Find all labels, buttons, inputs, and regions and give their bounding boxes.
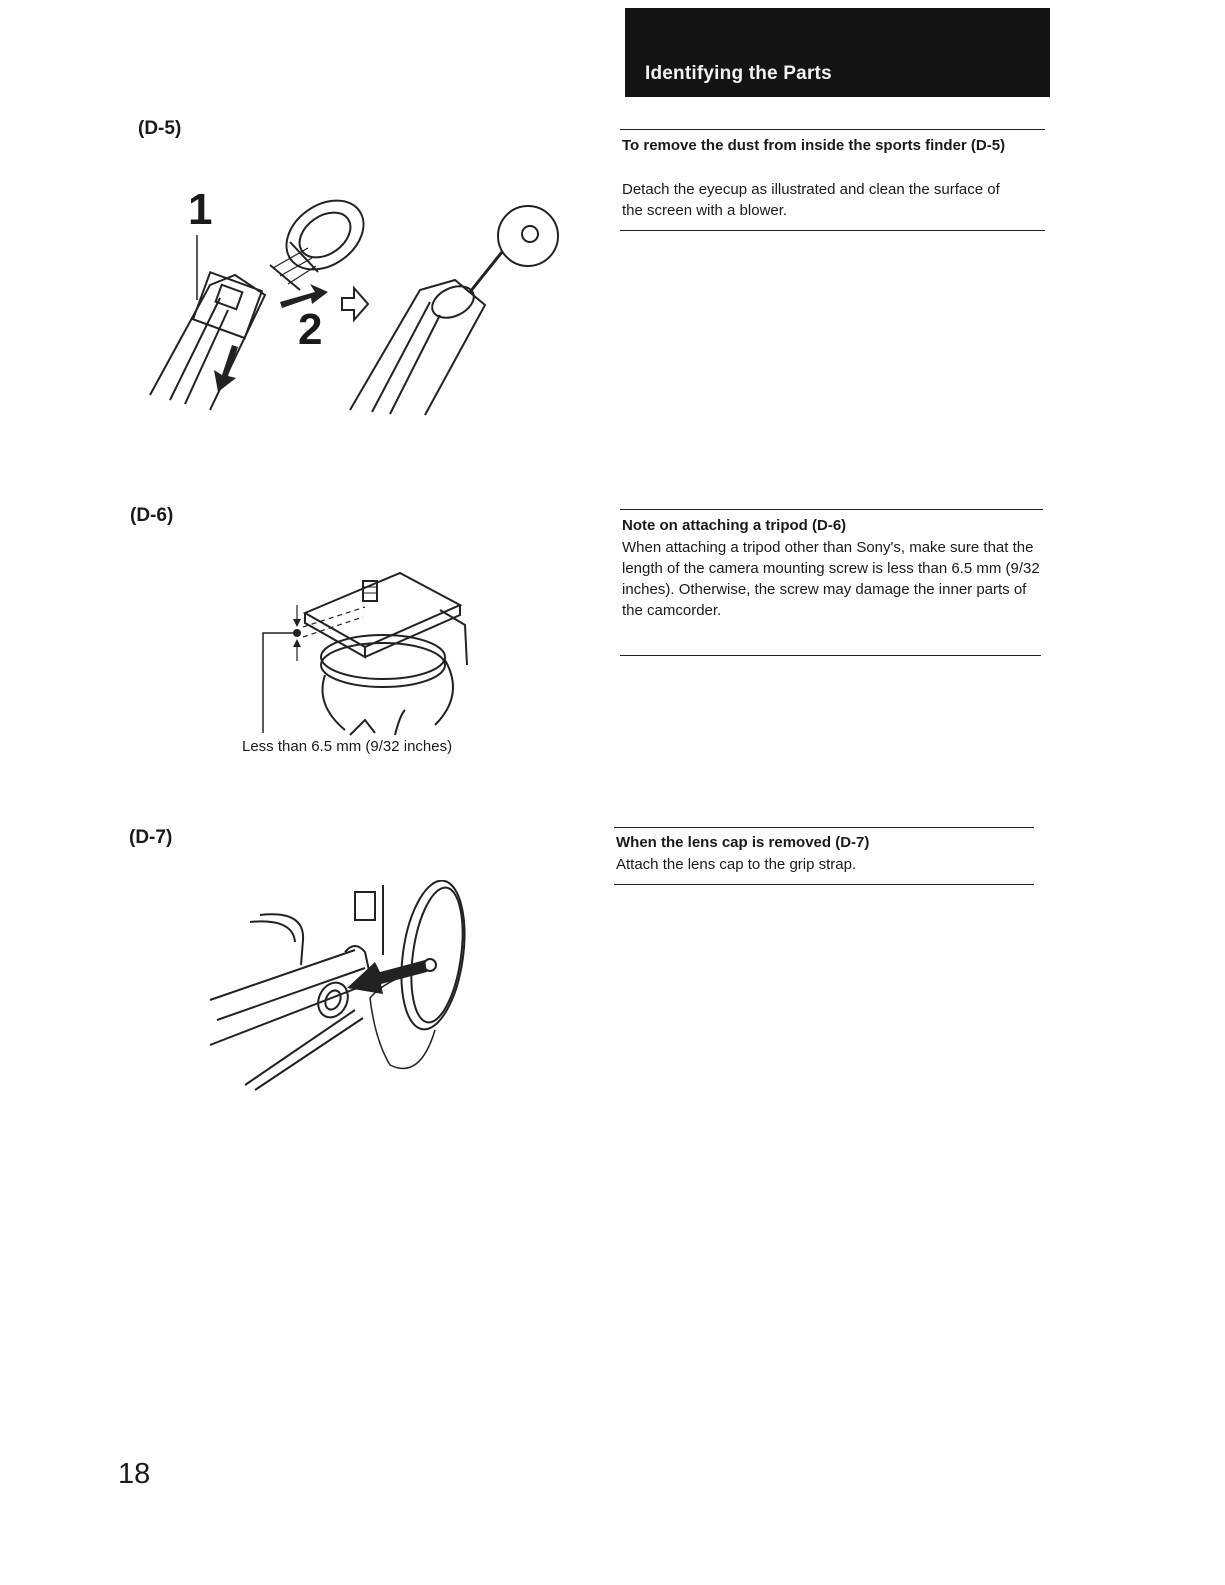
section-header-banner: [625, 8, 1050, 97]
note-tripod-bottom-rule: [620, 655, 1041, 656]
note-dust-heading: To remove the dust from inside the sports finder (D-5): [622, 137, 1006, 154]
step-1-marker: 1: [188, 185, 213, 234]
note-tripod-top-rule: [620, 509, 1043, 510]
note-tripod-heading: Note on attaching a tripod (D-6): [622, 517, 847, 534]
figure-label-d7: (D-7): [129, 827, 173, 848]
page-number: 18: [118, 1458, 151, 1490]
note-dust-top-rule: [620, 129, 1045, 130]
section-title: Identifying the Parts: [645, 63, 832, 84]
note-tripod-body: When attaching a tripod other than Sony's, make sure that the length of the camera mounting screw is less than 6.5 mm (9/32 inches). Otherwise, the screw may damage the inner parts of the camcorder.: [622, 539, 1040, 619]
note-dust-bottom-rule: [620, 230, 1045, 231]
step-2-marker: 2: [298, 305, 323, 354]
figure-label-d5: (D-5): [138, 118, 182, 139]
figure-d6-tripod-head-illustration: [255, 565, 485, 740]
note-lens-cap-heading: When the lens cap is removed (D-7): [616, 834, 870, 851]
note-lens-cap-top-rule: [614, 827, 1034, 828]
note-lens-cap-bottom-rule: [614, 884, 1034, 885]
figure-label-d6: (D-6): [130, 505, 174, 526]
note-dust-body: Detach the eyecup as illustrated and clean the surface of the screen with a blower.: [622, 181, 1000, 219]
note-lens-cap-body: Attach the lens cap to the grip strap.: [616, 856, 857, 873]
figure-d7-lens-cap-strap-illustration: [205, 880, 480, 1095]
figure-d6-caption: Less than 6.5 mm (9/32 inches): [242, 738, 453, 755]
